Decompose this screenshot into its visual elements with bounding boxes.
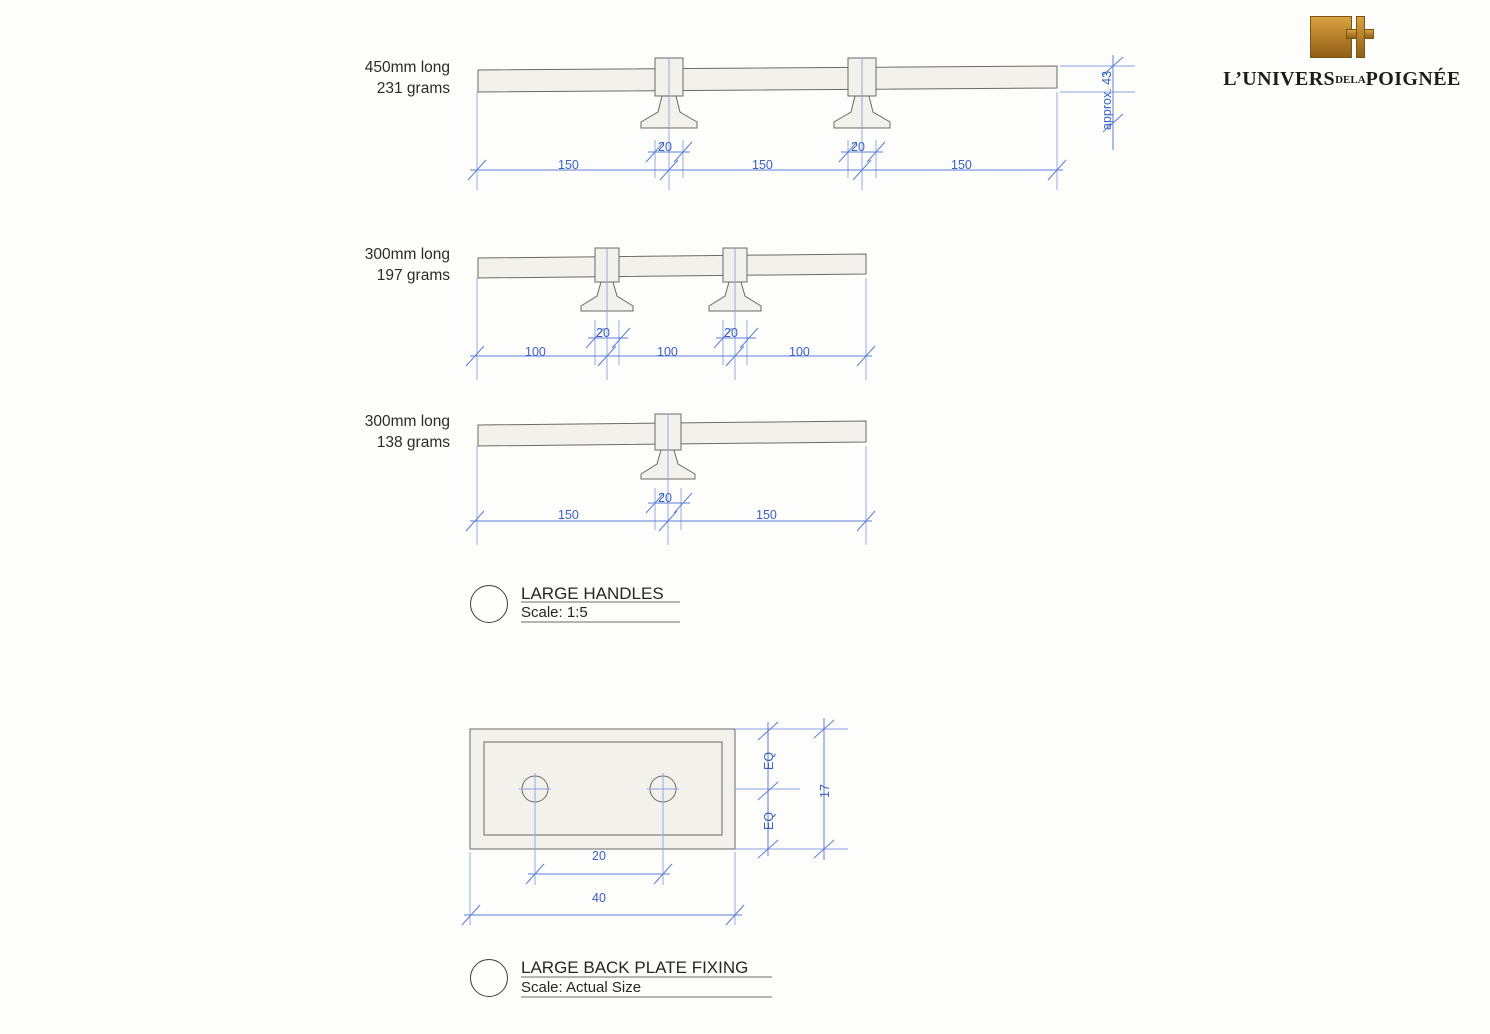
back-plate-geometry: [462, 718, 848, 925]
back-plate-eq-top: EQ: [762, 751, 776, 770]
handle-450-label: [250, 58, 450, 100]
dim-450-vertical: approx. 43: [1100, 70, 1114, 130]
back-plate-scale: Scale: Actual Size: [521, 979, 642, 996]
dim-450-2: 20: [658, 140, 672, 154]
brand-name-part2: POIGNÉE: [1365, 68, 1461, 90]
large-handles-title: LARGE HANDLES: [521, 584, 664, 603]
brand-name-small1: DE: [1335, 74, 1351, 86]
dim-300a-5: 100: [789, 345, 810, 359]
dim-300a-4: 20: [724, 326, 738, 340]
dim-300b-1: 150: [558, 508, 579, 522]
handle-300-two-post-label-line2: 197 grams: [376, 266, 450, 284]
large-handles-bubble-icon: [470, 585, 508, 623]
back-plate-outer-width-dim: 40: [592, 891, 606, 905]
handle-300-two-post-label-line1: 300mm long: [364, 246, 450, 263]
handle-450-label-line1: 450mm long: [364, 59, 450, 76]
dim-300b-3: 150: [756, 508, 777, 522]
back-plate-inner-width-dim: 20: [592, 849, 606, 863]
back-plate-bubble-icon: [470, 959, 508, 997]
dim-300a-1: 100: [525, 345, 546, 359]
handle-300-two-post-geometry: [466, 248, 875, 380]
dim-450-4: 20: [851, 140, 865, 154]
dim-450-5: 150: [951, 158, 972, 172]
dim-450-1: 150: [558, 158, 579, 172]
handle-300-one-post-label-line1: 300mm long: [364, 413, 450, 430]
brand-name-small2: LA: [1350, 74, 1366, 86]
brand-name-part1: L’UNIVERS: [1223, 68, 1336, 90]
dim-300b-2: 20: [658, 491, 672, 505]
dim-300a-2: 20: [596, 326, 610, 340]
large-handles-scale: Scale: 1:5: [521, 604, 588, 621]
dim-450-3: 150: [752, 158, 773, 172]
handle-300-one-post-geometry: [466, 414, 875, 545]
back-plate-height-dim: 17: [818, 784, 832, 798]
handle-300-one-post-label-line2: 138 grams: [376, 433, 450, 451]
back-plate-title: LARGE BACK PLATE FIXING: [521, 958, 749, 977]
handle-300-two-post-label: [250, 245, 450, 287]
handle-450-label-line2: 231 grams: [376, 79, 450, 97]
back-plate-eq-bottom: EQ: [762, 811, 776, 830]
handle-300-one-post-label: [250, 412, 450, 454]
dim-300a-3: 100: [657, 345, 678, 359]
